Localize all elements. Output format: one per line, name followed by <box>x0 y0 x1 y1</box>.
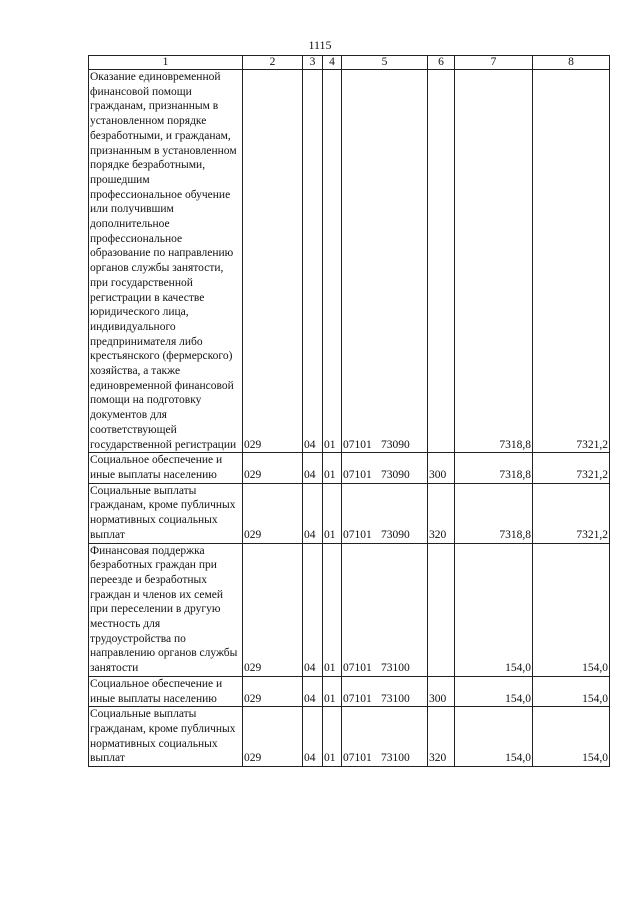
cell-c7: 154,0 <box>455 676 533 706</box>
column-header: 2 <box>243 56 303 70</box>
cell-c5-direction: 73090 <box>381 438 410 451</box>
table-row <box>89 453 610 483</box>
row-name: Социальные выплаты гражданам, кроме публичных нормативных социальных выплат <box>89 707 243 767</box>
cell-c6: 320 <box>428 707 455 767</box>
cell-c3: 04 <box>303 707 323 767</box>
row-name: Социальное обеспечение и иные выплаты населению <box>89 676 243 706</box>
cell-c5-direction: 73100 <box>381 662 410 675</box>
cell-c4: 01 <box>323 70 342 453</box>
cell-c8: 7321,2 <box>533 453 610 483</box>
cell-c3: 04 <box>303 453 323 483</box>
cell-c5-direction: 73090 <box>381 468 410 481</box>
column-header: 8 <box>533 56 610 70</box>
cell-c8: 154,0 <box>533 676 610 706</box>
cell-c5-program: 07101 <box>343 528 372 541</box>
page-number: 1115 <box>308 38 332 52</box>
table-header-row <box>89 56 610 70</box>
column-header: 6 <box>428 56 455 70</box>
table-row <box>89 70 610 453</box>
row-name: Социальные выплаты гражданам, кроме публичных нормативных социальных выплат <box>89 483 243 543</box>
cell-c6 <box>428 70 455 453</box>
cell-c5-program: 07101 <box>343 752 372 765</box>
cell-c8: 7321,2 <box>533 483 610 543</box>
cell-c4: 01 <box>323 676 342 706</box>
cell-c3: 04 <box>303 676 323 706</box>
cell-c7: 154,0 <box>455 543 533 676</box>
cell-c7: 7318,8 <box>455 70 533 453</box>
cell-c5 <box>342 676 428 706</box>
cell-c5-program: 07101 <box>343 438 372 451</box>
column-header: 7 <box>455 56 533 70</box>
column-header: 3 <box>303 56 323 70</box>
row-name: Оказание единовременной финансовой помощи гражданам, признанным в установленном порядке безработными, и гражданам, признанным в установленном порядке безработными, прошедшим профессиональное обучение или получившим дополнительное профессиональное образование по направлению органов службы занятости, при государственной регистрации в качестве юридического лица, индивидуального предпринимателя либо крестьянского (фермерского) хозяйства, а также единовременной финансовой помощи на подготовку документов для соответствующей государственной регистрации <box>89 70 243 453</box>
cell-c2: 029 <box>243 676 303 706</box>
cell-c8: 154,0 <box>533 707 610 767</box>
cell-c8: 7321,2 <box>533 70 610 453</box>
cell-c5-direction: 73100 <box>381 692 410 705</box>
cell-c6: 320 <box>428 483 455 543</box>
table-row <box>89 543 610 676</box>
cell-c6: 300 <box>428 453 455 483</box>
cell-c5 <box>342 707 428 767</box>
cell-c5 <box>342 483 428 543</box>
cell-c2: 029 <box>243 543 303 676</box>
budget-table <box>88 55 610 767</box>
cell-c7: 7318,8 <box>455 483 533 543</box>
cell-c2: 029 <box>243 453 303 483</box>
cell-c5-program: 07101 <box>343 468 372 481</box>
cell-c4: 01 <box>323 707 342 767</box>
table-row <box>89 707 610 767</box>
cell-c3: 04 <box>303 543 323 676</box>
cell-c5-direction: 73090 <box>381 528 410 541</box>
cell-c5-program: 07101 <box>343 662 372 675</box>
cell-c3: 04 <box>303 483 323 543</box>
cell-c2: 029 <box>243 483 303 543</box>
cell-c5-direction: 73100 <box>381 752 410 765</box>
row-name: Социальное обеспечение и иные выплаты населению <box>89 453 243 483</box>
cell-c6: 300 <box>428 676 455 706</box>
cell-c3: 04 <box>303 70 323 453</box>
cell-c2: 029 <box>243 707 303 767</box>
cell-c4: 01 <box>323 543 342 676</box>
row-name: Финансовая поддержка безработных граждан при переезде и безработных граждан и членов их семей при переселении в другую местность для трудоустройства по направлению органов службы занятости <box>89 543 243 676</box>
cell-c6 <box>428 543 455 676</box>
cell-c5 <box>342 453 428 483</box>
cell-c5 <box>342 70 428 453</box>
cell-c7: 154,0 <box>455 707 533 767</box>
column-header: 1 <box>89 56 243 70</box>
cell-c7: 7318,8 <box>455 453 533 483</box>
cell-c4: 01 <box>323 453 342 483</box>
cell-c5 <box>342 543 428 676</box>
table-row <box>89 676 610 706</box>
cell-c5-program: 07101 <box>343 692 372 705</box>
cell-c2: 029 <box>243 70 303 453</box>
column-header: 5 <box>342 56 428 70</box>
cell-c4: 01 <box>323 483 342 543</box>
cell-c8: 154,0 <box>533 543 610 676</box>
table-row <box>89 483 610 543</box>
column-header: 4 <box>323 56 342 70</box>
